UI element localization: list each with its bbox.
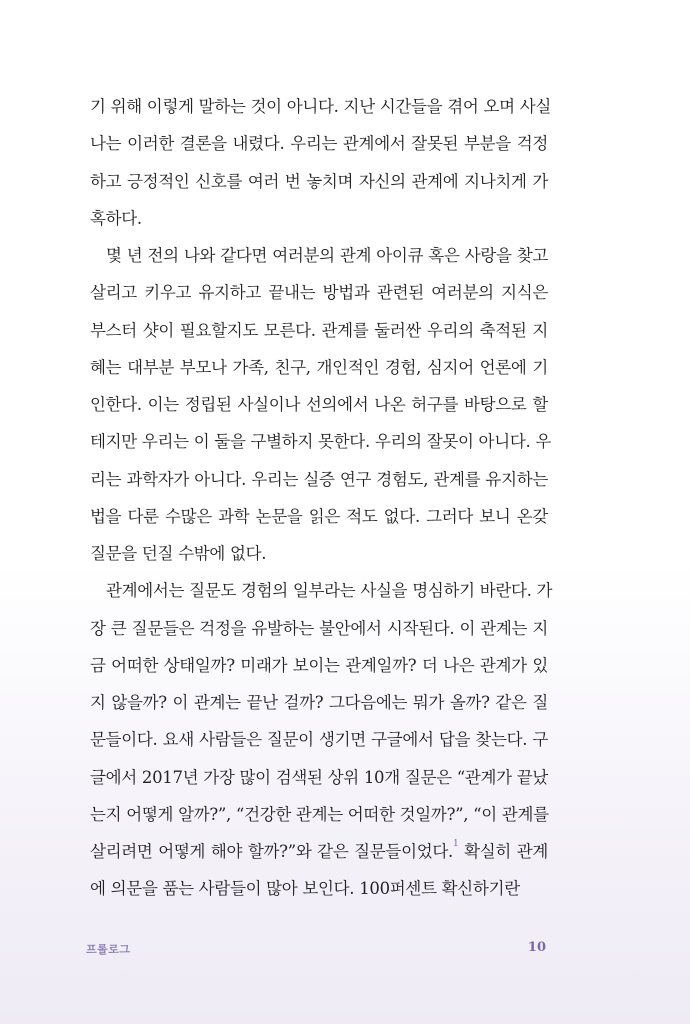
text-line: 는지 어떻게 알까?”, “건강한 관계는 어떠한 것일까?”, “이 관계를 (90, 804, 549, 824)
footnote-marker[interactable]: 1 (452, 839, 459, 849)
text-line: 기 위해 이렇게 말하는 것이 아니다. 지난 시간들을 겪어 오며 사실 (90, 97, 552, 116)
text-line: 인한다. 이는 정립된 사실이나 선의에서 나온 허구를 바탕으로 할 (90, 395, 548, 414)
text-line: 몇 년 전의 나와 같다면 여러분의 관계 아이큐 혹은 사랑을 찾고 (106, 246, 548, 265)
text-line: 부스터 샷이 필요할지도 모른다. 관계를 둘러싼 우리의 축적된 지 (90, 320, 548, 340)
text-line: 살리고 키우고 유지하고 끝내는 방법과 관련된 여러분의 지식은 (90, 283, 548, 303)
text-line: 혹하다. (90, 208, 142, 228)
text-line: 관계에서는 질문도 경험의 일부라는 사실을 명심하기 바란다. 가 (106, 581, 553, 601)
text-line: 장 큰 질문들은 걱정을 유발하는 불안에서 시작된다. 이 관계는 지 (90, 618, 548, 638)
text-line: 금 어떠한 상태일까? 미래가 보이는 관계일까? 더 나은 관계가 있 (90, 655, 548, 675)
text-line (90, 833, 548, 870)
body-text (90, 88, 553, 908)
text-line: 나는 이러한 결론을 내렸다. 우리는 관계에서 잘못된 부분을 걱정 (90, 134, 548, 154)
text-line: 법을 다룬 수많은 과학 논문을 읽은 적도 없다. 그러다 보니 온갖 (90, 506, 548, 526)
text-line: 질문을 던질 수밖에 없다. (90, 544, 267, 563)
text-line: 지 않을까? 이 관계는 끝난 걸까? 그다음에는 뭐가 올까? 같은 질 (90, 693, 548, 712)
page-number: 10 (527, 940, 546, 955)
text-line: 혜는 대부분 부모나 가족, 친구, 개인적인 경험, 심지어 언론에 기 (90, 357, 548, 377)
paragraph (90, 237, 552, 572)
paragraph (90, 88, 552, 237)
text-line: 테지만 우리는 이 둘을 구별하지 못한다. 우리의 잘못이 아니다. 우 (90, 432, 552, 452)
text-line: 에 의문을 품는 사람들이 많아 보인다. 100퍼센트 확신하기란 (90, 879, 520, 899)
running-footer-section: 프롤로그 (86, 943, 131, 956)
text-span: 확실히 관계 (458, 842, 548, 861)
text-line: 리는 과학자가 아니다. 우리는 실증 연구 경험도, 관계를 유지하는 (90, 469, 548, 489)
text-line: 문들이다. 요새 사람들은 질문이 생기면 구글에서 답을 찾는다. 구 (90, 730, 548, 750)
text-line: 글에서 2017년 가장 많이 검색된 상위 10개 질문은 “관계가 끝났 (90, 767, 548, 787)
paragraph (90, 572, 553, 907)
text-line: 하고 긍정적인 신호를 여러 번 놓치며 자신의 관계에 지나치게 가 (90, 171, 548, 191)
text-span: 살리려면 어떻게 해야 할까?”와 같은 질문들이었다. (90, 842, 453, 861)
